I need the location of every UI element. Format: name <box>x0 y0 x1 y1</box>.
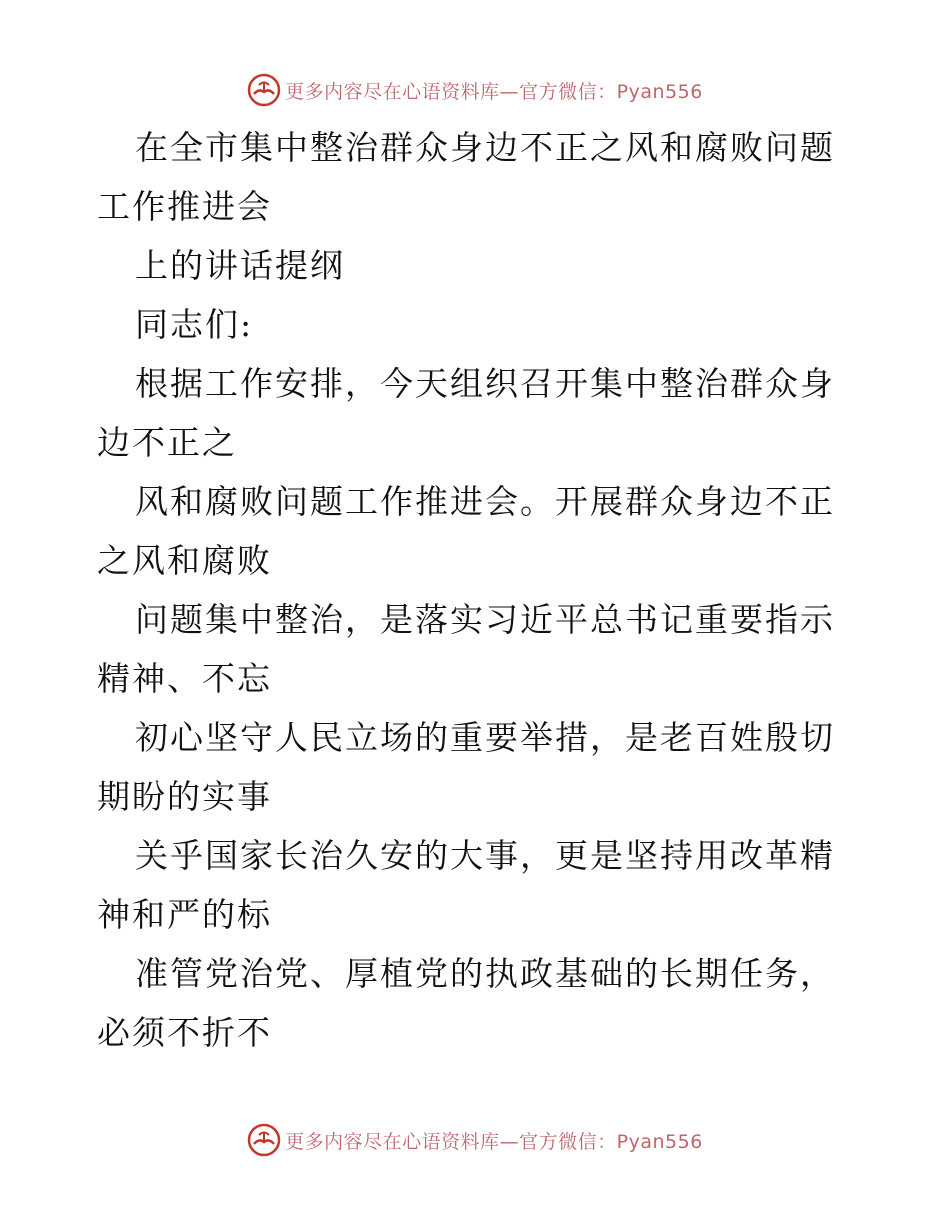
paragraph: 初心坚守人民立场的重要举措，是老百姓殷切期盼的实事 <box>97 718 835 816</box>
document-body <box>97 118 857 1062</box>
paragraph: 准管党治党、厚植党的执政基础的长期任务，必须不折不 <box>97 954 835 1052</box>
watermark-text: 更多内容尽在心语资料库—官方微信：Pyan556 <box>285 1130 703 1153</box>
paragraph: 同志们: <box>135 305 254 344</box>
paragraph: 上的讲话提纲 <box>135 246 345 285</box>
paragraph: 根据工作安排，今天组织召开集中整治群众身边不正之 <box>97 364 835 462</box>
footer-watermark <box>0 1120 950 1160</box>
header-watermark <box>0 70 950 110</box>
watermark-text: 更多内容尽在心语资料库—官方微信：Pyan556 <box>285 80 703 103</box>
book-logo-icon <box>247 73 281 107</box>
paragraph: 关乎国家长治久安的大事，更是坚持用改革精神和严的标 <box>97 836 835 934</box>
paragraph: 在全市集中整治群众身边不正之风和腐败问题工作推进会 <box>97 128 835 226</box>
paragraph: 风和腐败问题工作推进会。开展群众身边不正之风和腐败 <box>97 482 835 580</box>
paragraph: 问题集中整治，是落实习近平总书记重要指示精神、不忘 <box>97 600 835 698</box>
book-logo-icon <box>247 1123 281 1157</box>
